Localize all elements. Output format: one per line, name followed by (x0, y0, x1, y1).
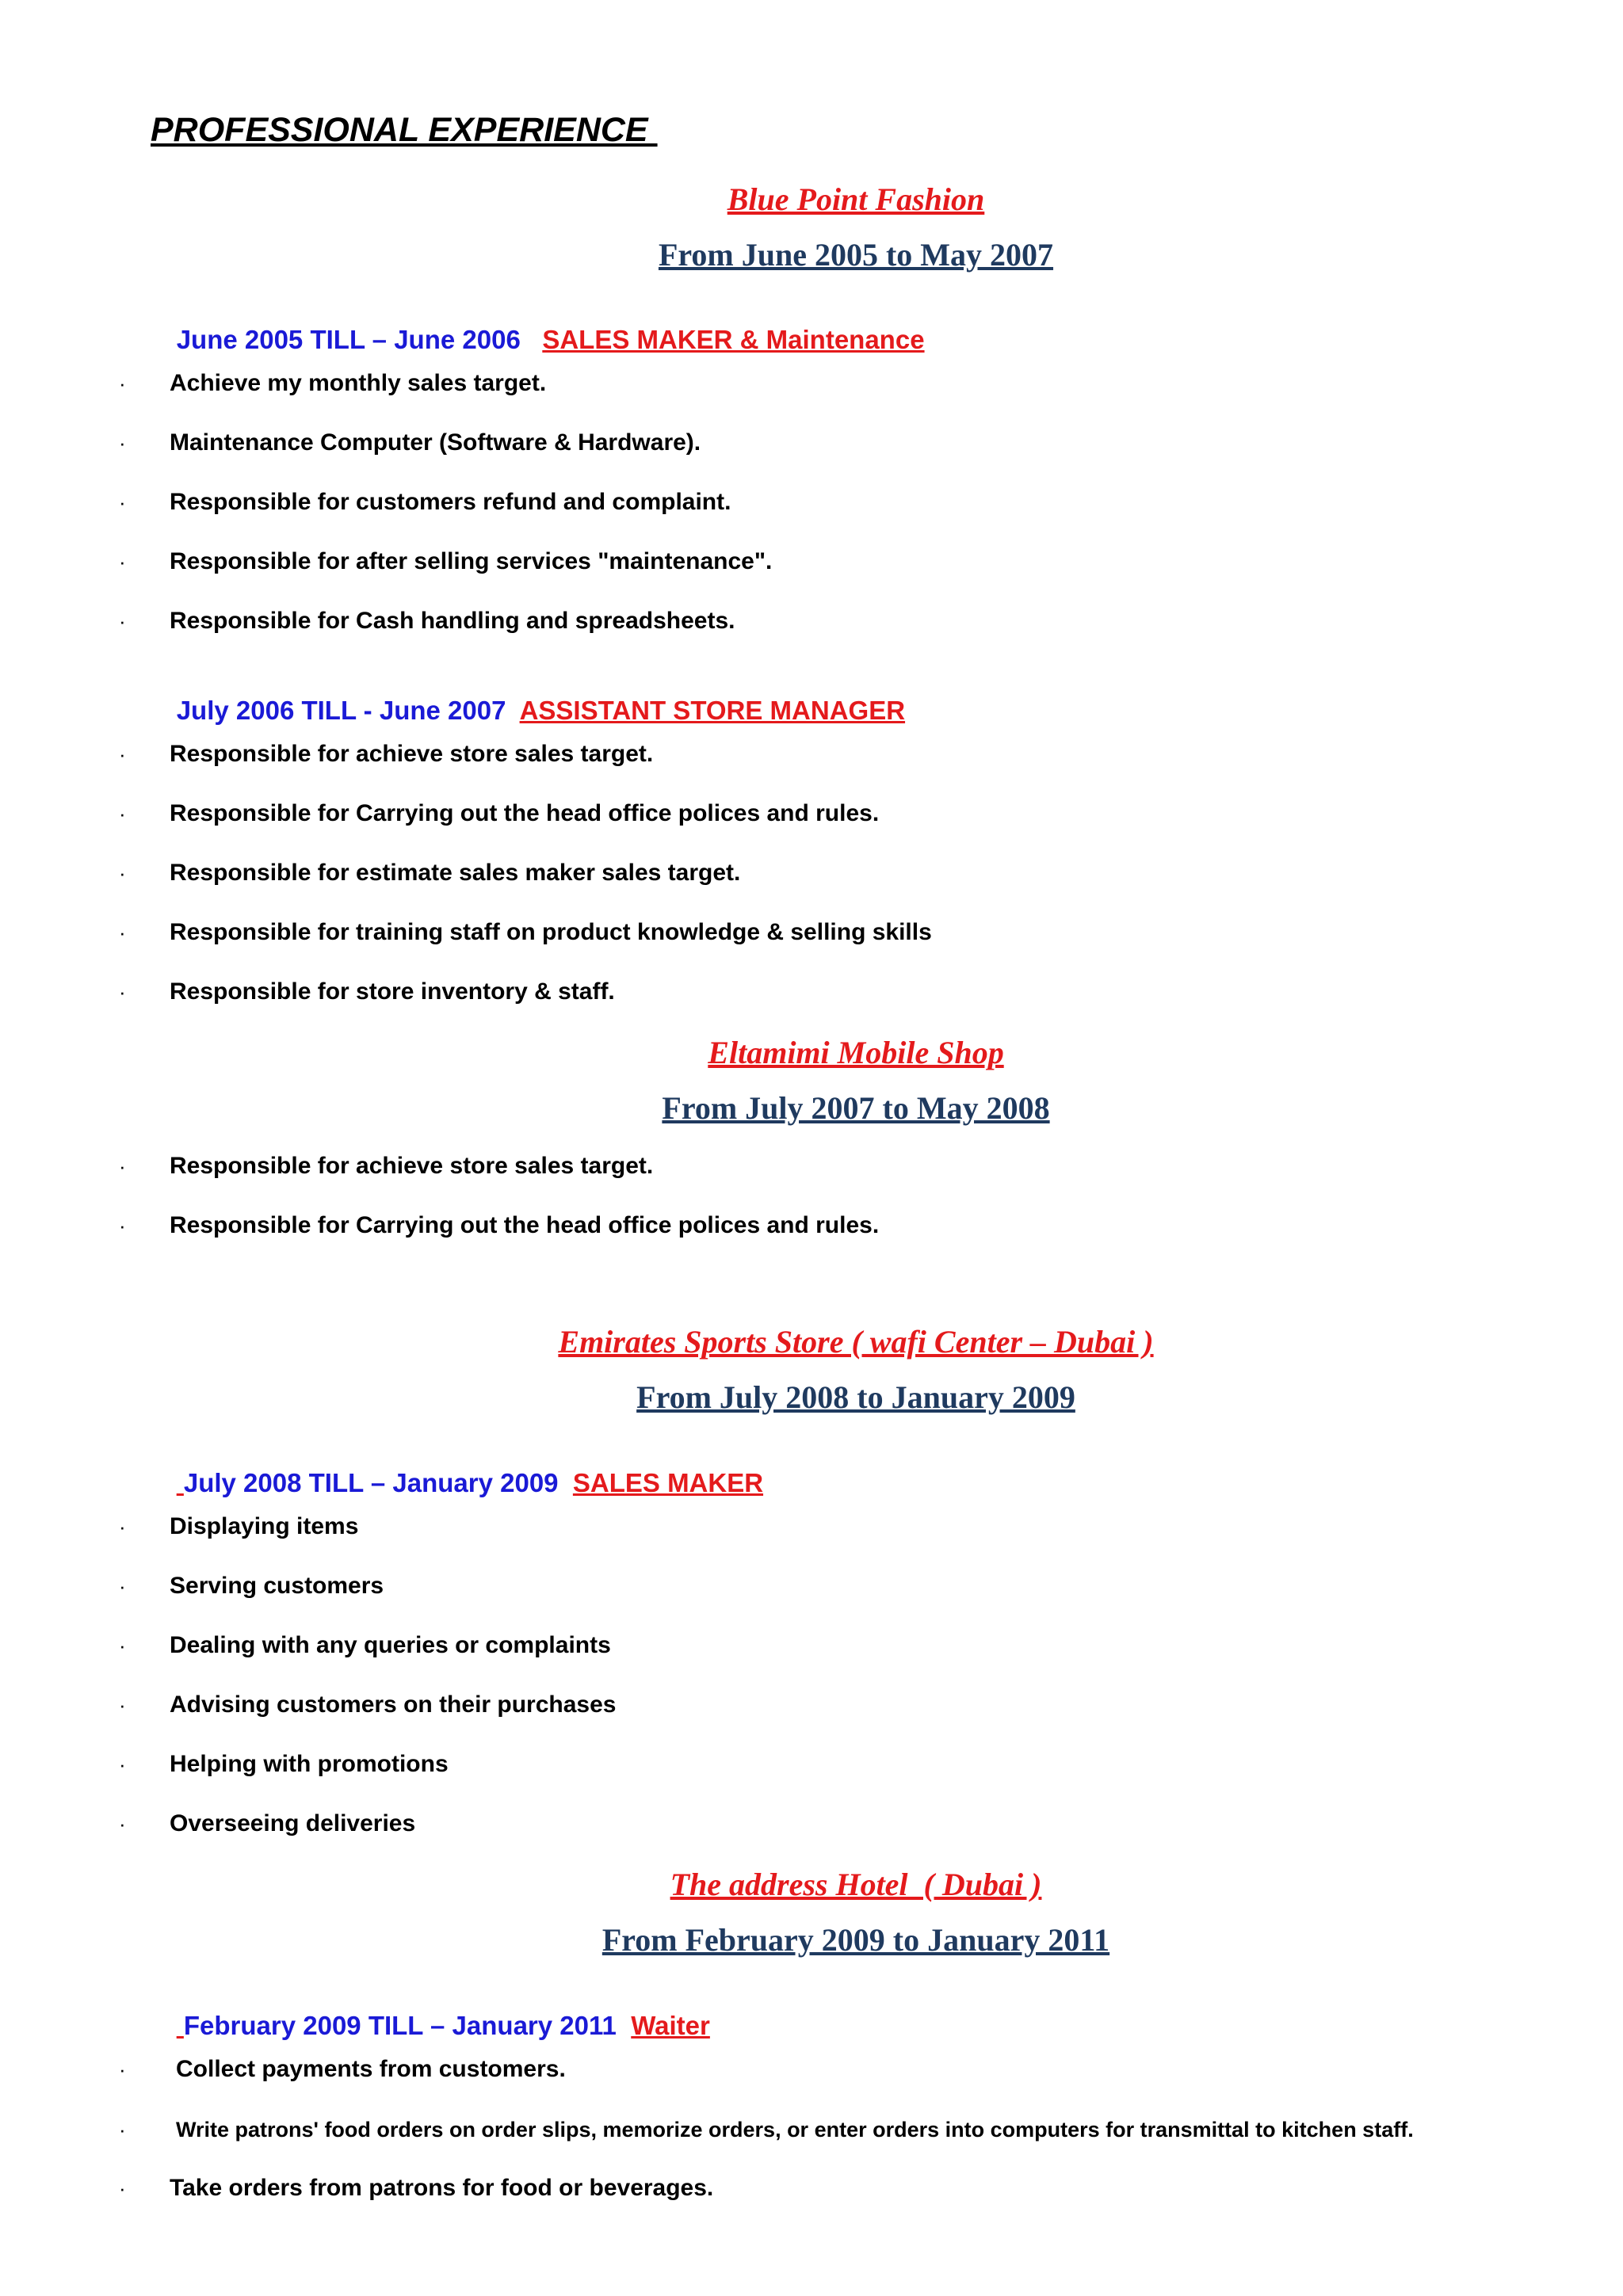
role-title: ASSISTANT STORE MANAGER (519, 696, 906, 725)
duty-text: Overseeing deliveries (170, 1810, 416, 1836)
employment-period: From February 2009 to January 2011 (601, 1922, 1110, 1958)
role-title: Waiter (631, 2011, 710, 2040)
bullet-icon: · (119, 742, 126, 766)
role-dates: July 2006 TILL - June 2007 (176, 696, 506, 725)
role-dates: February 2009 TILL – January 2011 (183, 2011, 617, 2040)
list-item (119, 1632, 611, 1659)
list-item (119, 1573, 384, 1600)
list-item (119, 800, 879, 827)
list-item (119, 1751, 449, 1778)
bullet-icon: · (119, 490, 126, 514)
duty-text: Responsible for store inventory & staff. (170, 978, 615, 1005)
bullet-icon: · (119, 1812, 126, 1836)
company-name: Blue Point Fashion (727, 181, 985, 217)
duty-text: Helping with promotions (170, 1751, 449, 1777)
list-item (119, 741, 653, 768)
list-item (119, 370, 546, 397)
list-item (119, 2056, 566, 2083)
bullet-icon: · (119, 2118, 126, 2142)
bullet-icon: · (119, 1515, 126, 1539)
list-item (119, 1810, 415, 1837)
duty-text: Responsible for Carrying out the head office polices and rules. (170, 1212, 880, 1238)
duty-text: Dealing with any queries or complaints (170, 1632, 611, 1658)
bullet-icon: · (119, 372, 126, 395)
bullet-icon: · (119, 1574, 126, 1598)
role-prefix (177, 2011, 184, 2040)
employment-period: From June 2005 to May 2007 (658, 237, 1054, 273)
bullet-icon: · (119, 431, 126, 455)
list-item (119, 2118, 1414, 2142)
company-name: Emirates Sports Store ( wafi Center – Dubai ) (558, 1324, 1154, 1360)
bullet-icon: · (119, 1154, 126, 1178)
bullet-icon: · (119, 1634, 126, 1657)
duty-text: Collect payments from customers. (176, 2056, 566, 2082)
role-dates: June 2005 TILL – June 2006 (176, 325, 521, 354)
duty-text: Responsible for estimate sales maker sales target. (170, 860, 741, 886)
duty-text: Responsible for customers refund and complaint. (170, 489, 731, 515)
role-dates: July 2008 TILL – January 2009 (183, 1468, 559, 1497)
duty-text: Advising customers on their purchases (170, 1691, 617, 1718)
bullet-icon: · (119, 980, 126, 1004)
bullet-icon: · (119, 2058, 126, 2081)
employment-period: From July 2007 to May 2008 (662, 1090, 1050, 1126)
bullet-icon: · (119, 861, 126, 885)
list-item (119, 860, 740, 887)
list-item (119, 978, 615, 1005)
duty-text: Responsible for Cash handling and spreadsheets. (170, 608, 735, 634)
list-item (119, 548, 772, 575)
list-item (119, 919, 932, 946)
bullet-icon: · (119, 802, 126, 826)
bullet-icon: · (119, 921, 126, 944)
role-title: SALES MAKER & Maintenance (542, 325, 925, 354)
employment-period: From July 2008 to January 2009 (636, 1379, 1075, 1415)
duty-text: Responsible for training staff on product knowledge & selling skills (170, 919, 932, 945)
role-title: SALES MAKER (572, 1468, 764, 1497)
list-item (119, 1691, 616, 1718)
duty-text: Take orders from patrons for food or beverages. (170, 2175, 714, 2201)
bullet-icon: · (119, 609, 126, 633)
list-item (119, 429, 701, 456)
list-item (119, 1212, 879, 1239)
duty-text: Responsible for achieve store sales target. (170, 1153, 654, 1179)
bullet-icon: · (119, 2176, 126, 2200)
duty-text: Maintenance Computer (Software & Hardware). (170, 429, 701, 456)
bullet-icon: · (119, 550, 126, 574)
bullet-icon: · (119, 1753, 126, 1776)
list-item (119, 489, 731, 516)
list-item (119, 1153, 653, 1180)
duty-text: Serving customers (170, 1573, 384, 1599)
bullet-icon: · (119, 1214, 126, 1238)
duty-text: Responsible for after selling services "maintenance". (170, 548, 773, 574)
section-heading: PROFESSIONAL EXPERIENCE (151, 111, 658, 149)
duty-text: Responsible for Carrying out the head office polices and rules. (170, 800, 880, 826)
bullet-icon: · (119, 1693, 126, 1717)
company-name: The address Hotel ( Dubai ) (670, 1867, 1042, 1902)
duty-text: Displaying items (170, 1513, 359, 1539)
duty-text: Achieve my monthly sales target. (170, 370, 547, 396)
list-item (119, 608, 735, 635)
list-item (119, 2175, 713, 2202)
list-item (119, 1513, 358, 1540)
company-name: Eltamimi Mobile Shop (708, 1035, 1004, 1070)
duty-text: Write patrons' food orders on order slips, memorize orders, or enter orders into computers for transmittal to kitchen staff. (176, 2118, 1414, 2142)
duty-text: Responsible for achieve store sales target. (170, 741, 654, 767)
role-prefix (177, 1468, 184, 1497)
